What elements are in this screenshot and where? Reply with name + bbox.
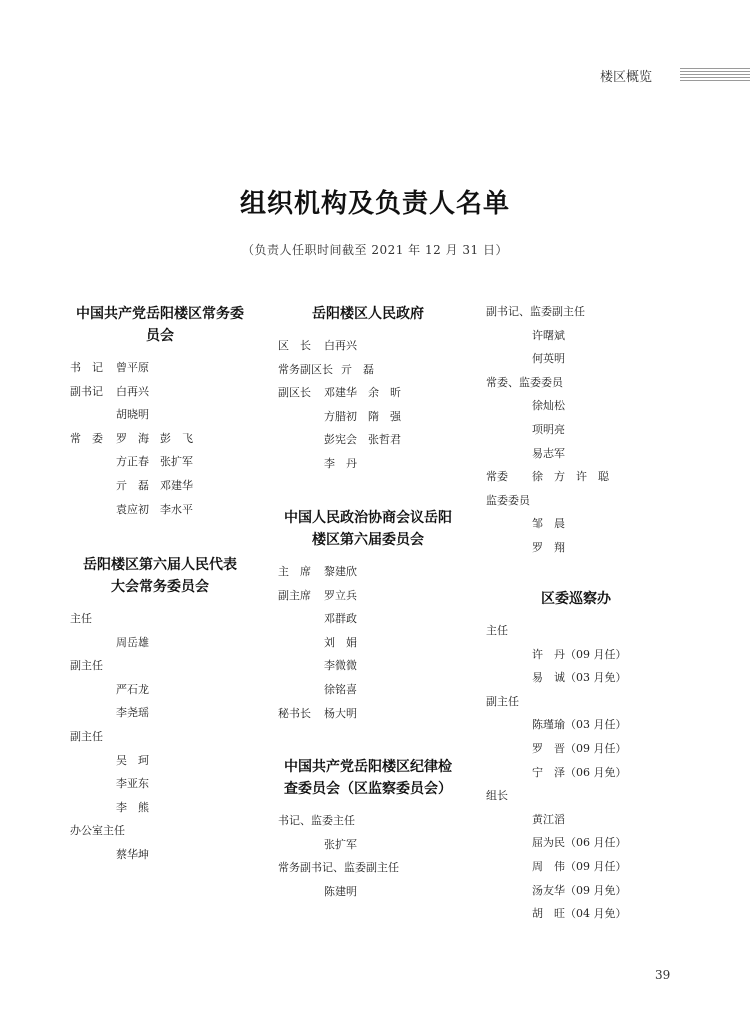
position-title: 常委 xyxy=(486,470,508,484)
person-name: 陈建明 xyxy=(324,884,357,898)
person-name: 邓建华 余 昕 xyxy=(324,386,401,400)
person-name: 刘 娟 xyxy=(324,635,357,649)
person-name: 许 丹（09 月任） xyxy=(532,647,627,661)
person-name: 邓群政 xyxy=(324,612,357,626)
person-name: 徐 方 许 聪 xyxy=(532,470,609,484)
person-name: 汤友华（09 月免） xyxy=(532,883,627,897)
section-heading: 中国共产党岳阳楼区纪律检 xyxy=(284,759,452,775)
person-name: 周 伟（09 月任） xyxy=(532,860,627,873)
person-name: 宁 泽（06 月免） xyxy=(532,765,627,779)
position-title: 副书记、监委副主任 xyxy=(486,305,585,318)
person-name: 严石龙 xyxy=(116,682,149,696)
person-name: 蔡华坤 xyxy=(116,848,149,861)
section-header-label: 楼区概览 xyxy=(600,70,653,85)
person-name: 吴 珂 xyxy=(116,753,149,767)
person-name: 张扩军 xyxy=(324,837,357,851)
section-heading: 查委员会（区监察委员会） xyxy=(284,781,452,797)
section-heading: 岳阳楼区人民政府 xyxy=(312,306,424,322)
person-name: 徐灿松 xyxy=(532,399,565,413)
person-name: 胡晓明 xyxy=(116,408,149,422)
person-name: 罗立兵 xyxy=(324,588,357,602)
person-name: 杨大明 xyxy=(324,706,357,720)
person-name: 徐铭喜 xyxy=(324,683,357,696)
person-name: 黎建欣 xyxy=(324,565,357,578)
person-name: 胡 旺（04 月免） xyxy=(532,907,627,921)
position-title: 副主任 xyxy=(70,659,103,673)
person-name: 周岳雄 xyxy=(116,635,149,649)
person-name: 许曙斌 xyxy=(532,328,565,342)
position-title: 书 记 xyxy=(70,361,103,374)
position-title: 副区长 xyxy=(278,386,311,400)
section-heading: 中国人民政治协商会议岳阳 xyxy=(284,510,452,526)
section-heading: 大会常务委员会 xyxy=(111,579,209,595)
person-name: 李亚东 xyxy=(116,777,149,791)
person-name: 屈为民（06 月任） xyxy=(532,836,627,850)
position-title: 副主任 xyxy=(70,730,103,743)
position-title: 副主任 xyxy=(486,694,519,708)
person-name: 亓 磊 xyxy=(341,362,374,376)
person-name: 白再兴 xyxy=(116,384,149,398)
person-name: 亓 磊 邓建华 xyxy=(116,479,193,492)
person-name: 易 诚（03 月免） xyxy=(532,671,627,685)
person-name: 方正春 张扩军 xyxy=(116,455,193,469)
person-name: 易志军 xyxy=(532,446,565,460)
column-right xyxy=(486,0,676,1024)
position-title: 区 长 xyxy=(278,339,311,352)
page-subtitle: （负责人任职时间截至 2021 年 12 月 31 日） xyxy=(242,243,508,257)
position-title: 秘书长 xyxy=(278,706,311,720)
position-title: 主任 xyxy=(70,612,92,625)
position-title: 常 委 xyxy=(70,431,103,445)
position-title: 常委、监委委员 xyxy=(486,375,563,389)
position-title: 书记、监委主任 xyxy=(278,814,355,827)
position-title: 组长 xyxy=(486,789,508,803)
person-name: 项明亮 xyxy=(532,423,565,436)
person-name: 李微微 xyxy=(324,659,357,673)
person-name: 罗 海 彭 飞 xyxy=(116,431,193,445)
person-name: 方腊初 隋 强 xyxy=(324,409,401,423)
person-name: 邹 晨 xyxy=(532,517,565,531)
page-number: 39 xyxy=(655,968,671,982)
section-heading: 楼区第六届委员会 xyxy=(312,532,424,548)
position-title: 主任 xyxy=(486,624,508,637)
person-name: 李 丹 xyxy=(324,457,357,470)
person-name: 罗 晋（09 月任） xyxy=(532,742,627,755)
person-name: 李 熊 xyxy=(116,800,149,814)
section-heading: 中国共产党岳阳楼区常务委 xyxy=(76,306,244,322)
position-title: 副书记 xyxy=(70,384,103,398)
section-heading: 员会 xyxy=(146,328,174,344)
person-name: 李尧瑶 xyxy=(116,706,149,720)
position-title: 监委委员 xyxy=(486,493,530,507)
position-title: 主 席 xyxy=(278,565,311,578)
column-middle xyxy=(278,0,468,1024)
person-name: 袁应初 李水平 xyxy=(116,502,193,516)
person-name: 白再兴 xyxy=(324,339,357,352)
person-name: 彭宪会 张哲君 xyxy=(324,433,401,447)
position-title: 办公室主任 xyxy=(70,824,125,838)
person-name: 何英明 xyxy=(532,352,565,366)
header-decorative-rule xyxy=(680,68,750,82)
person-name: 曾平原 xyxy=(116,361,149,374)
person-name: 陈瑾瑜（03 月任） xyxy=(532,718,627,732)
section-heading: 区委巡察办 xyxy=(541,591,611,607)
person-name: 黄江滔 xyxy=(532,812,565,826)
position-title: 常务副区长 xyxy=(278,362,333,376)
column-left xyxy=(70,0,260,1024)
position-title: 副主席 xyxy=(278,588,311,602)
section-heading: 岳阳楼区第六届人民代表 xyxy=(83,557,237,573)
person-name: 罗 翔 xyxy=(532,541,565,554)
page-title: 组织机构及负责人名单 xyxy=(239,189,510,219)
position-title: 常务副书记、监委副主任 xyxy=(278,861,399,875)
